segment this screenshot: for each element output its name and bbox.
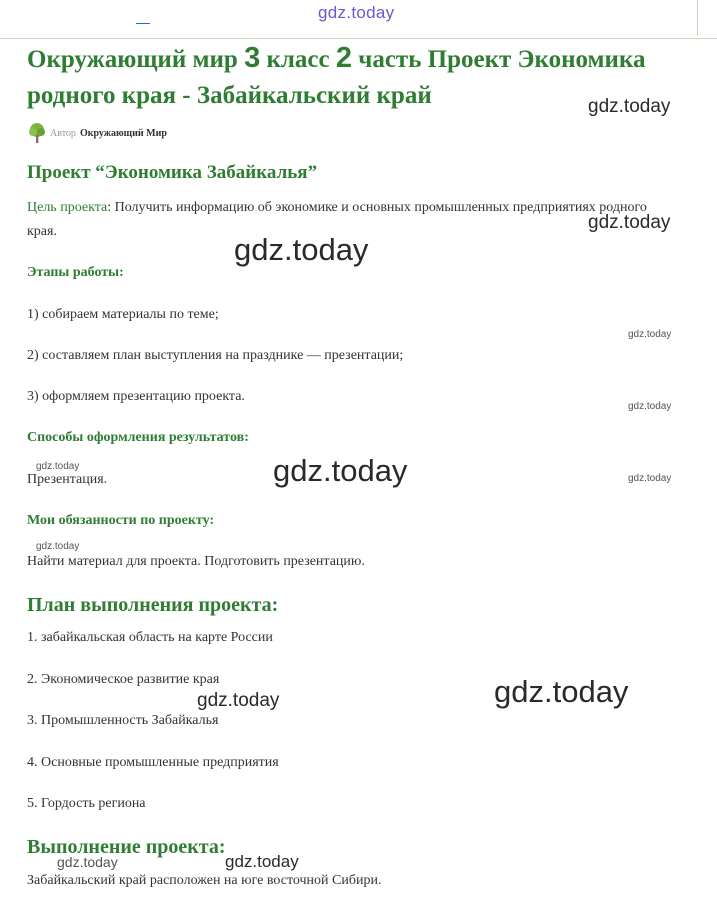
watermark: gdz.today xyxy=(494,674,629,709)
top-bar xyxy=(0,0,717,39)
watermark: gdz.today xyxy=(588,96,671,117)
stages-label: Этапы работы: xyxy=(27,265,124,280)
watermark: gdz.today xyxy=(197,690,280,711)
watermark: gdz.today xyxy=(628,401,672,412)
watermark: gdz.today xyxy=(628,473,672,484)
top-divider-dash xyxy=(136,23,150,24)
author-prefix: Автор xyxy=(50,127,76,139)
top-divider-tick xyxy=(697,0,698,36)
title-part3: часть Проект Экономика родного края - Забайкальский край xyxy=(27,46,646,109)
watermark: gdz.today xyxy=(36,541,80,552)
format-text: Презентация. xyxy=(27,472,108,487)
execution-heading: Выполнение проекта: xyxy=(27,836,226,858)
title-part-number: 2 xyxy=(335,42,352,74)
duties-text: Найти материал для проекта. Подготовить презентацию. xyxy=(27,554,365,569)
plan-item: 3. Промышленность Забайкалья xyxy=(27,713,219,728)
title-part1: Окружающий мир xyxy=(27,46,245,73)
author-line xyxy=(27,122,167,144)
project-heading: Проект “Экономика Забайкалья” xyxy=(27,162,318,183)
site-logo[interactable]: gdz.today xyxy=(318,3,395,22)
plan-item: 4. Основные промышленные предприятия xyxy=(27,755,279,770)
plan-heading: План выполнения проекта: xyxy=(27,594,279,616)
title-part2: класс xyxy=(260,46,336,73)
execution-text: Забайкальский край расположен на юге восточной Сибири. xyxy=(27,873,382,888)
format-label: Способы оформления результатов: xyxy=(27,430,249,445)
plan-item: 5. Гордость региона xyxy=(27,796,146,811)
page-title xyxy=(27,40,677,114)
goal-label: Цель проекта xyxy=(27,200,108,215)
watermark: gdz.today xyxy=(234,232,369,267)
tree-icon xyxy=(27,122,47,144)
watermark: gdz.today xyxy=(36,461,80,472)
stage-item: 3) оформляем презентацию проекта. xyxy=(27,389,245,404)
stage-item: 2) составляем план выступления на празднике — презентации; xyxy=(27,348,404,363)
author-name[interactable]: Окружающий Мир xyxy=(79,127,167,139)
watermark: gdz.today xyxy=(628,329,672,340)
watermark: gdz.today xyxy=(588,212,671,233)
watermark: gdz.today xyxy=(225,852,299,871)
watermark: gdz.today xyxy=(273,453,408,488)
plan-item: 2. Экономическое развитие края xyxy=(27,672,220,687)
watermark: gdz.today xyxy=(57,854,118,870)
stage-item: 1) собираем материалы по теме; xyxy=(27,307,219,322)
title-grade-number: 3 xyxy=(244,42,261,74)
duties-label: Мои обязанности по проекту: xyxy=(27,513,215,528)
plan-item: 1. забайкальская область на карте России xyxy=(27,630,273,645)
goal-text: : Получить информацию об экономике и основных промышленных предприятиях родного края. xyxy=(27,200,647,239)
